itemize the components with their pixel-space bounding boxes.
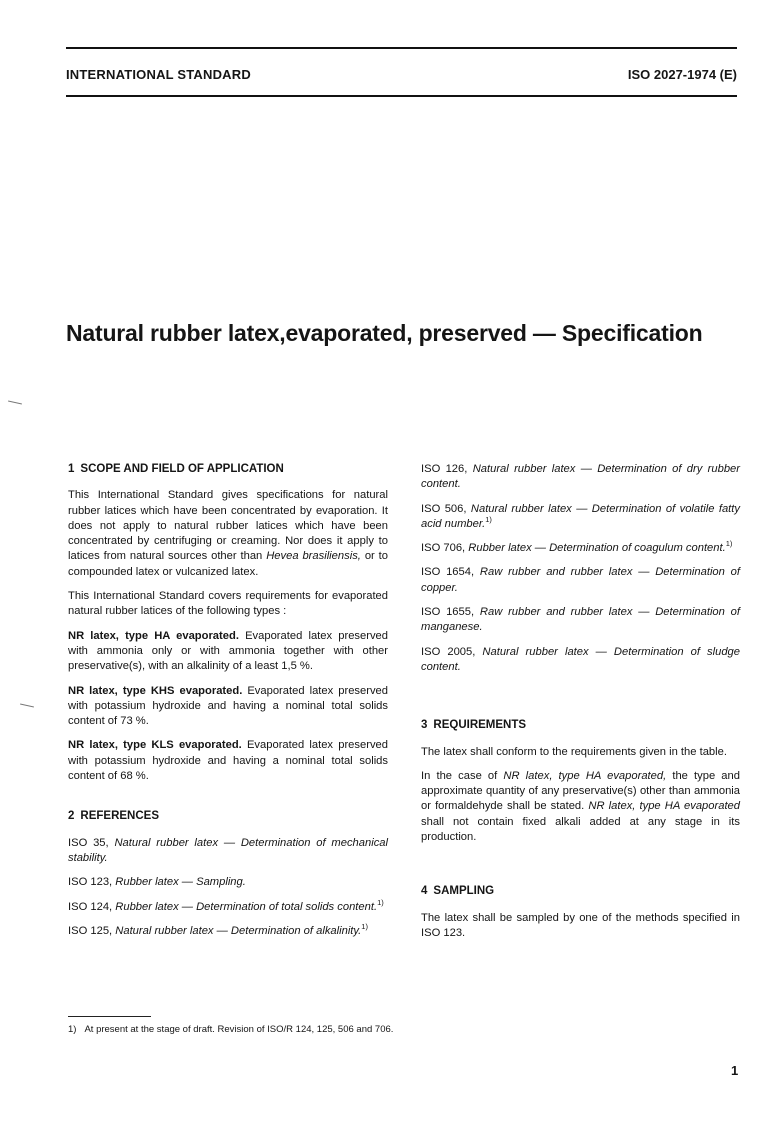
header-bottom-rule — [66, 95, 737, 97]
sampling-paragraph: The latex shall be sampled by one of the methods specified in ISO 123. — [421, 911, 740, 939]
reference-item: ISO 506, Natural rubber latex — Determination of volatile fatty acid number.$^{1)}$ — [421, 502, 740, 530]
reference-item: ISO 1655, Raw rubber and rubber latex — Determination of manganese. — [421, 606, 741, 634]
reference-item: ISO 706, Rubber latex — Determination of coagulum content.$^{1)}$ — [421, 539, 733, 555]
scan-mark — [20, 704, 34, 708]
requirements-ha-paragraph: In the case of NR latex, type HA evaporated, the type and approximate quantity of any preservative(s) other than ammonia or formaldehyde shall be stated. NR latex, type HA evaporated shall not contain fixed alkali added at any stage in its production. — [421, 769, 741, 844]
section-3-heading: 3 REQUIREMENTS — [421, 719, 527, 732]
reference-item: ISO 124, Rubber latex — Determination of total solids content.$^{1)}$ — [68, 897, 384, 913]
left-column — [68, 462, 388, 948]
reference-item: ISO 1654, Raw rubber and rubber latex — Determination of copper. — [421, 566, 741, 594]
type-khs-definition: NR latex, type KHS evaporated. Evaporated latex preserved with potassium hydroxide and having a nominal total solids content of 73 %. — [68, 684, 388, 728]
page-number: 1 — [731, 1063, 739, 1078]
reference-item: ISO 126, Natural rubber latex — Determination of dry rubber content. — [421, 463, 741, 491]
scan-mark — [8, 401, 22, 405]
requirements-paragraph: The latex shall conform to the requirements given in the table. — [421, 745, 727, 758]
reference-item: ISO 2005, Natural rubber latex — Determination of sludge content. — [421, 645, 740, 673]
footnote-rule — [68, 1016, 151, 1017]
section-2-heading: 2 REFERENCES — [68, 810, 160, 823]
footnote: 1) At present at the stage of draft. Revision of ISO/R 124, 125, 506 and 706. — [68, 1024, 394, 1035]
document-number: ISO 2027-1974 (E) — [627, 67, 737, 82]
scope-paragraph: This International Standard gives specifications for natural rubber latices which have been concentrated by evaporation. It does not apply to natural rubber latices which have been concentrated by centrifuging or creaming. Nor does it apply to latices from natural sources other than Hevea brasiliensis, or to compounded latex or vulcanized latex. — [68, 489, 389, 578]
document-type: INTERNATIONAL STANDARD — [66, 67, 251, 82]
section-1-heading: 1 SCOPE AND FIELD OF APPLICATION — [68, 463, 284, 475]
right-column — [421, 462, 740, 950]
page-title: Natural rubber latex,evaporated, preserved — Specification — [66, 320, 703, 346]
reference-item: ISO 123, Rubber latex — Sampling. — [68, 876, 246, 889]
type-kls-definition: NR latex, type KLS evaporated. Evaporated latex preserved with potassium hydroxide and having a nominal total solids content of 68 %. — [68, 739, 388, 783]
type-ha-definition: NR latex, type HA evaporated. Evaporated latex preserved with ammonia only or with ammonia together with other preservative(s), with an alkalinity of a least 1,5 %. — [68, 629, 388, 673]
section-4-heading: 4 SAMPLING — [421, 885, 495, 898]
reference-item: ISO 125, Natural rubber latex — Determination of alkalinity.$^{1)}$ — [68, 921, 368, 937]
header-top-rule — [66, 47, 737, 49]
scope-types-intro: This International Standard covers requirements for evaporated natural rubber latices of the following types : — [68, 590, 388, 618]
reference-item: ISO 35, Natural rubber latex — Determination of mechanical stability. — [68, 836, 389, 864]
